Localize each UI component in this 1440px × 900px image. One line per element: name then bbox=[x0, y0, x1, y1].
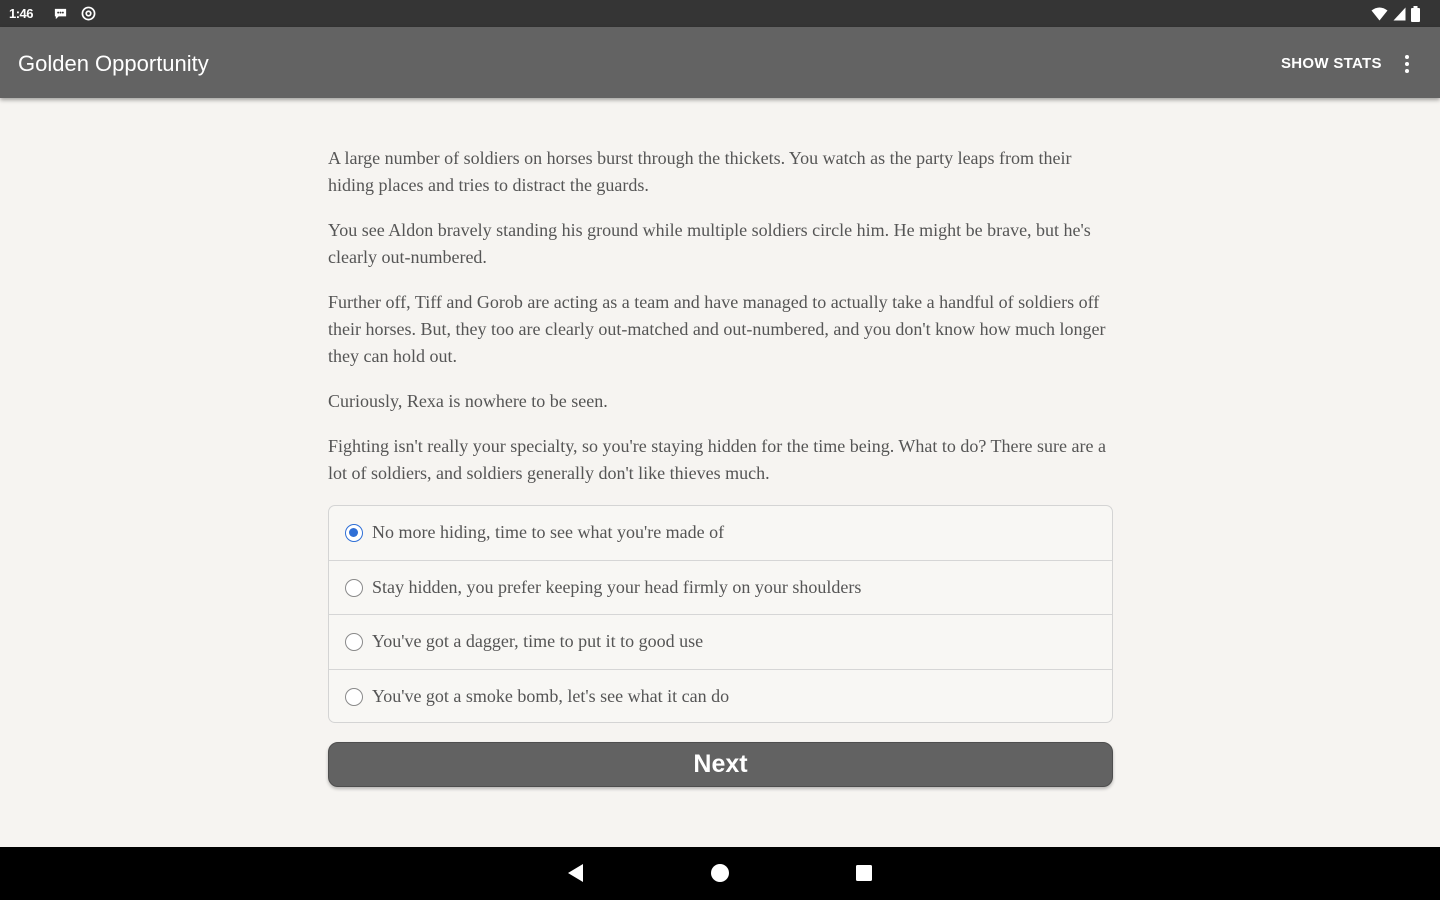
status-right-icons bbox=[1371, 5, 1420, 22]
at-sign-icon bbox=[81, 6, 96, 21]
choice-option[interactable] bbox=[329, 670, 1112, 724]
more-vert-icon[interactable] bbox=[1398, 52, 1416, 76]
app-title: Golden Opportunity bbox=[18, 51, 209, 76]
wifi-icon bbox=[1371, 7, 1388, 21]
choice-option[interactable] bbox=[329, 615, 1112, 670]
app-bar bbox=[0, 27, 1440, 98]
story-paragraph: Curiously, Rexa is nowhere to be seen. bbox=[328, 391, 608, 411]
choice-option[interactable] bbox=[329, 561, 1112, 616]
navigation-bar bbox=[0, 847, 1440, 900]
next-button[interactable]: Next bbox=[328, 742, 1113, 787]
back-icon[interactable] bbox=[563, 861, 587, 885]
choice-label: No more hiding, time to see what you're made of bbox=[372, 522, 725, 542]
radio-button[interactable] bbox=[345, 579, 363, 597]
choice-label: Stay hidden, you prefer keeping your head firmly on your shoulders bbox=[372, 576, 862, 597]
battery-icon bbox=[1411, 6, 1420, 22]
story-paragraph: Fighting isn't really your specialty, so you're staying hidden for the time being. What to do? There sure are a lot of soldiers, and soldiers generally don't like thieves much. bbox=[328, 436, 1106, 483]
story-paragraph: A large number of soldiers on horses burst through the thickets. You watch as the party leaps from their hiding places and tries to distract the guards. bbox=[328, 148, 1072, 195]
status-bar bbox=[0, 0, 1440, 27]
choice-option[interactable] bbox=[329, 506, 1112, 561]
radio-button[interactable] bbox=[345, 633, 363, 651]
recents-icon[interactable] bbox=[852, 861, 876, 885]
status-time: 1:46 bbox=[9, 6, 34, 21]
radio-button[interactable] bbox=[345, 688, 363, 706]
story-text bbox=[328, 145, 1118, 505]
chat-bubble-icon bbox=[53, 6, 68, 21]
story-paragraph: Further off, Tiff and Gorob are acting as a team and have managed to actually take a handful of soldiers off their horses. But, they too are clearly out-matched and out-numbered, and you don't know how much longer they can hold out. bbox=[328, 292, 1106, 366]
choice-label: You've got a smoke bomb, let's see what it can do bbox=[372, 685, 730, 706]
signal-icon bbox=[1393, 7, 1406, 21]
home-icon[interactable] bbox=[708, 861, 732, 885]
choice-list bbox=[328, 505, 1113, 723]
story-paragraph: You see Aldon bravely standing his ground while multiple soldiers circle him. He might be brave, but he's clearly out-numbered. bbox=[328, 220, 1091, 267]
radio-button[interactable] bbox=[345, 524, 363, 542]
choice-label: You've got a dagger, time to put it to good use bbox=[372, 631, 704, 651]
show-stats-button[interactable]: SHOW STATS bbox=[1281, 55, 1382, 72]
